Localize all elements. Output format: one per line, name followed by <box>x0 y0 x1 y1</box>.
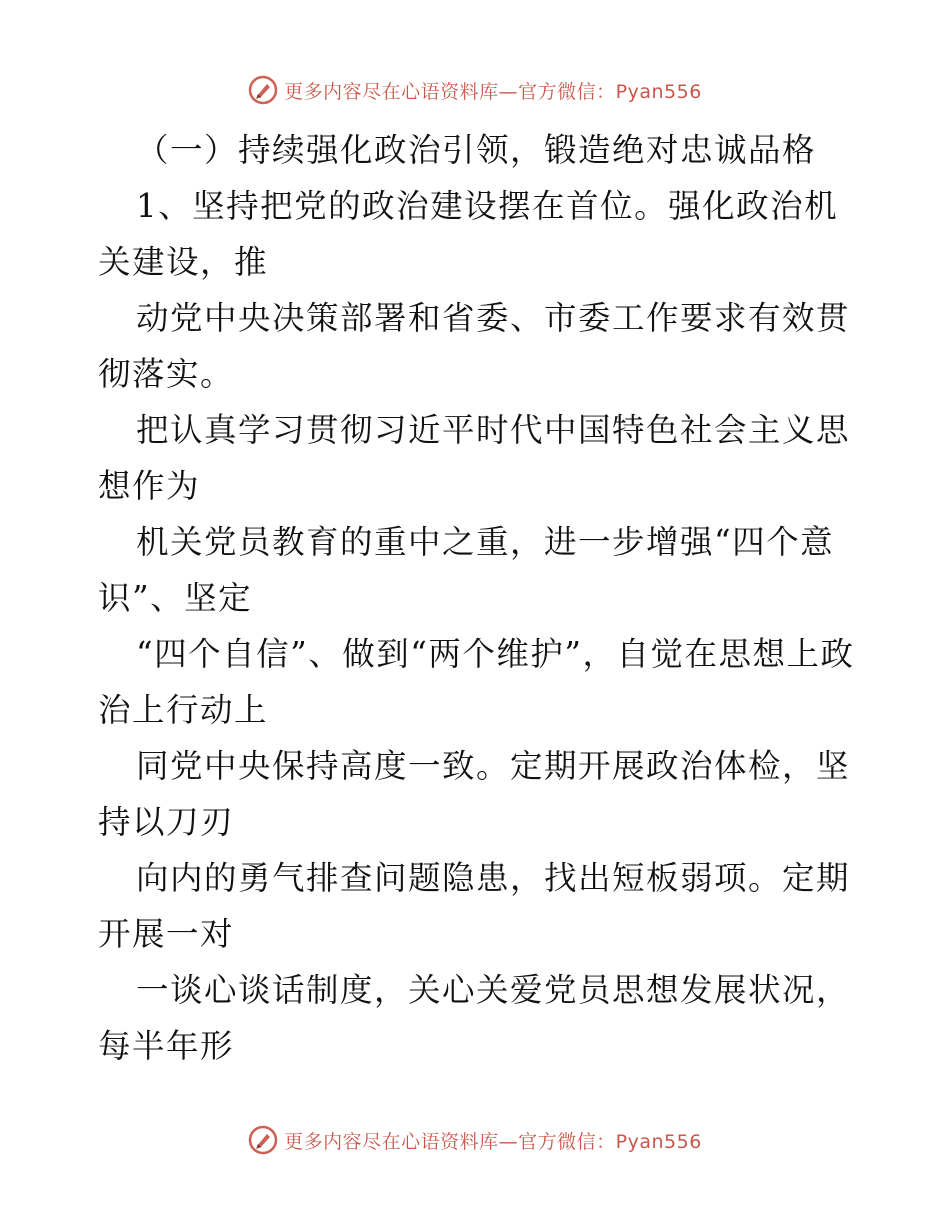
header-watermark-text: 更多内容尽在心语资料库—官方微信：Pyan556 <box>284 80 702 103</box>
footer-watermark <box>0 1120 950 1160</box>
pen-logo-icon <box>248 75 278 105</box>
paragraph-line-4: 机关党员教育的重中之重，进一步增强“四个意识”、坚定 <box>98 523 835 617</box>
paragraph-line-6: 同党中央保持高度一致。定期开展政治体检，坚持以刀刃 <box>98 747 851 841</box>
section-heading: （一）持续强化政治引领，锻造绝对忠诚品格 <box>136 131 817 169</box>
paragraph-line-7: 向内的勇气排查问题隐患，找出短板弱项。定期开展一对 <box>98 859 851 953</box>
paragraph-line-1: 1、坚持把党的政治建设摆在首位。强化政治机关建设，推 <box>98 187 839 281</box>
paragraph-line-8: 一谈心谈话制度，关心关爱党员思想发展状况，每半年形 <box>98 971 851 1065</box>
pen-logo-icon <box>248 1125 278 1155</box>
paragraph-line-2: 动党中央决策部署和省委、市委工作要求有效贯彻落实。 <box>98 299 851 393</box>
document-body <box>98 122 858 1074</box>
paragraph-line-3: 把认真学习贯彻习近平时代中国特色社会主义思想作为 <box>98 411 851 505</box>
footer-watermark-text: 更多内容尽在心语资料库—官方微信：Pyan556 <box>284 1130 702 1153</box>
paragraph-line-5: “四个自信”、做到“两个维护”，自觉在思想上政治上行动上 <box>98 635 855 729</box>
header-watermark <box>0 70 950 110</box>
